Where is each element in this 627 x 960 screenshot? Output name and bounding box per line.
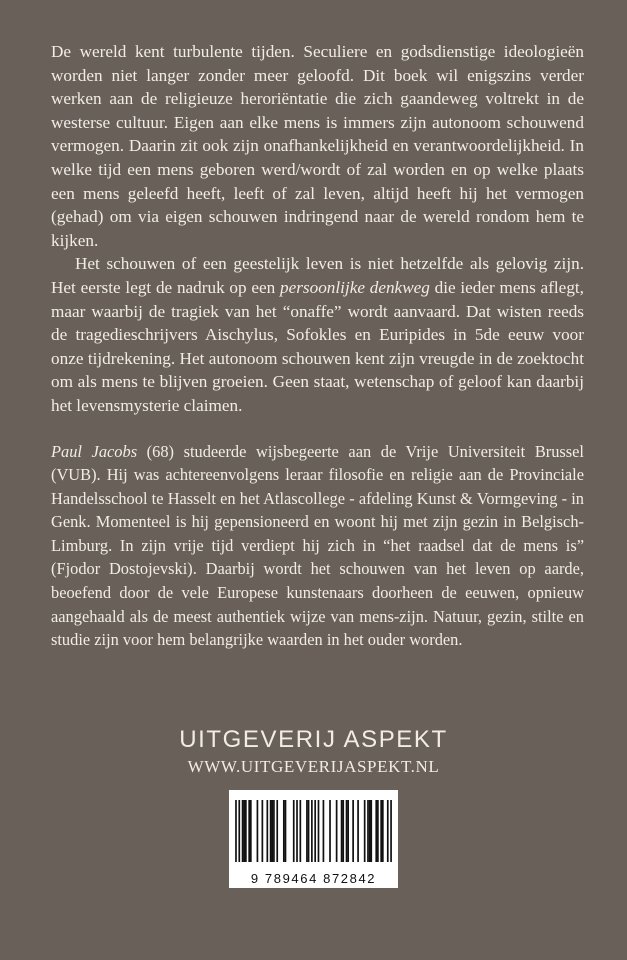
publisher-block xyxy=(0,726,627,778)
author-bio-text: (68) studeerde wijsbegeerte aan de Vrije Universiteit Brussel (VUB). Hij was achtereenvolgens leraar filosofie en religie aan de Provinciale Handelsschool te Hasselt en het Atlascollege - afdeling Kunst & Vormgeving - in Genk. Momenteel is hij gepensioneerd en woont hij met zijn gezin in Belgisch- Limburg. In zijn vrije tijd verdiept hij zich in “het raadsel dat de mens is” (Fjodor Dostojevski). Daarbij wordt het schouwen van het leven op aarde, beoefend door de vele Europese kunstenaars doorheen de eeuwen, opnieuw aangehaald als de meest authentiek wijze van mens-zijn. Natuur, gezin, stilte en studie zijn voor hem belangrijke waarden in het ouder worden. xyxy=(51,441,584,650)
barcode-bar xyxy=(257,800,259,862)
isbn-barcode xyxy=(229,790,398,888)
barcode-bar xyxy=(271,800,273,862)
barcode-bar xyxy=(370,800,372,862)
isbn-number: 9 789464 872842 xyxy=(250,871,377,886)
publisher-url: WWW.UITGEVERIJASPEKT.NL xyxy=(187,757,440,776)
barcode-bar xyxy=(306,800,308,862)
barcode-bar xyxy=(346,800,348,862)
barcode-bar xyxy=(266,800,268,862)
barcode-bar xyxy=(352,800,354,862)
barcode-bar xyxy=(270,800,272,862)
barcode-bar xyxy=(377,800,379,862)
barcode-bar xyxy=(299,800,301,862)
barcode-bar xyxy=(238,800,240,862)
barcode-bar xyxy=(382,800,384,862)
blurb-paragraph-1: De wereld kent turbulente tijden. Seculiere en godsdienstige ideologieën worden niet langer zonder meer geloofd. Dit boek wil enigszins verder werken aan de religieuze heroriëntatie die zich gaandeweg voltrekt in de westerse cultuur. Eigen aan elke mens is immers zijn autonoom schouwend vermogen. Daarin zit ook zijn onafhankelijkheid en verantwoordelijkheid. In welke tijd een mens geboren werd/wordt of zal worden en op welke plaats een mens geleefd heeft, leeft of zal leven, altijd heeft hij het vermogen (gehad) om via eigen schouwen indringend naar de wereld rondom hem te kijken. xyxy=(51,42,584,250)
barcode-bar xyxy=(311,800,313,862)
barcode-bar xyxy=(245,800,247,862)
barcode-bar xyxy=(308,800,310,862)
barcode-bar xyxy=(367,800,369,862)
barcode-bar xyxy=(341,800,343,862)
blurb-paragraph-2 xyxy=(51,252,584,417)
barcode-bar xyxy=(380,800,382,862)
barcode-bar xyxy=(390,800,392,862)
barcode-bar xyxy=(283,800,285,862)
barcode-bar xyxy=(369,800,371,862)
barcode-bar xyxy=(364,800,366,862)
emphasis-phrase: persoonlijke denkweg xyxy=(280,277,430,297)
back-cover-text xyxy=(51,40,584,652)
barcode-bar xyxy=(296,800,298,862)
barcode-bar xyxy=(250,800,252,862)
blurb-paragraph-2-start: Het schouwen of een geestelijk leven is niet hetzelfde als gelovig zijn. Het eerste legt de nadruk op een xyxy=(51,254,584,297)
barcode-bar xyxy=(323,800,325,862)
barcode-bar xyxy=(375,800,377,862)
author-bio-paragraph xyxy=(51,440,584,652)
barcode-bar xyxy=(314,800,316,862)
barcode-bar xyxy=(357,800,359,862)
barcode-bar xyxy=(387,800,389,862)
barcode-bar xyxy=(293,800,295,862)
blurb-paragraph-2-end: die ieder mens aflegt, maar waarbij de tragiek van het “onaffe” wordt aanvaard. Dat wisten reeds de tragedieschrijvers Aischylus, Sofokles en Euripides in 5de eeuw voor onze tijdrekening. Het autonoom schouwen kent zijn vreugde in de zoektocht om als mens te blijven groeien. Geen staat, wetenschap of geloof kan daarbij het levensmysterie claimen. xyxy=(51,277,584,415)
barcode-bar xyxy=(329,800,331,862)
barcode-bar xyxy=(336,800,338,862)
barcode-bar xyxy=(285,800,287,862)
blurb xyxy=(51,40,584,418)
barcode-bar xyxy=(273,800,275,862)
author-name: Paul Jacobs xyxy=(51,441,138,461)
barcode-bar xyxy=(248,800,250,862)
barcode-bar xyxy=(342,800,344,862)
barcode-bar xyxy=(318,800,320,862)
barcode-bar xyxy=(242,800,244,862)
barcode-bar xyxy=(276,800,278,862)
barcode-bar xyxy=(235,800,237,862)
barcode-bar xyxy=(347,800,349,862)
publisher-name: UITGEVERIJ ASPEKT xyxy=(179,726,448,753)
author-bio xyxy=(51,440,584,652)
barcode-bar xyxy=(243,800,245,862)
barcode-bar xyxy=(262,800,264,862)
